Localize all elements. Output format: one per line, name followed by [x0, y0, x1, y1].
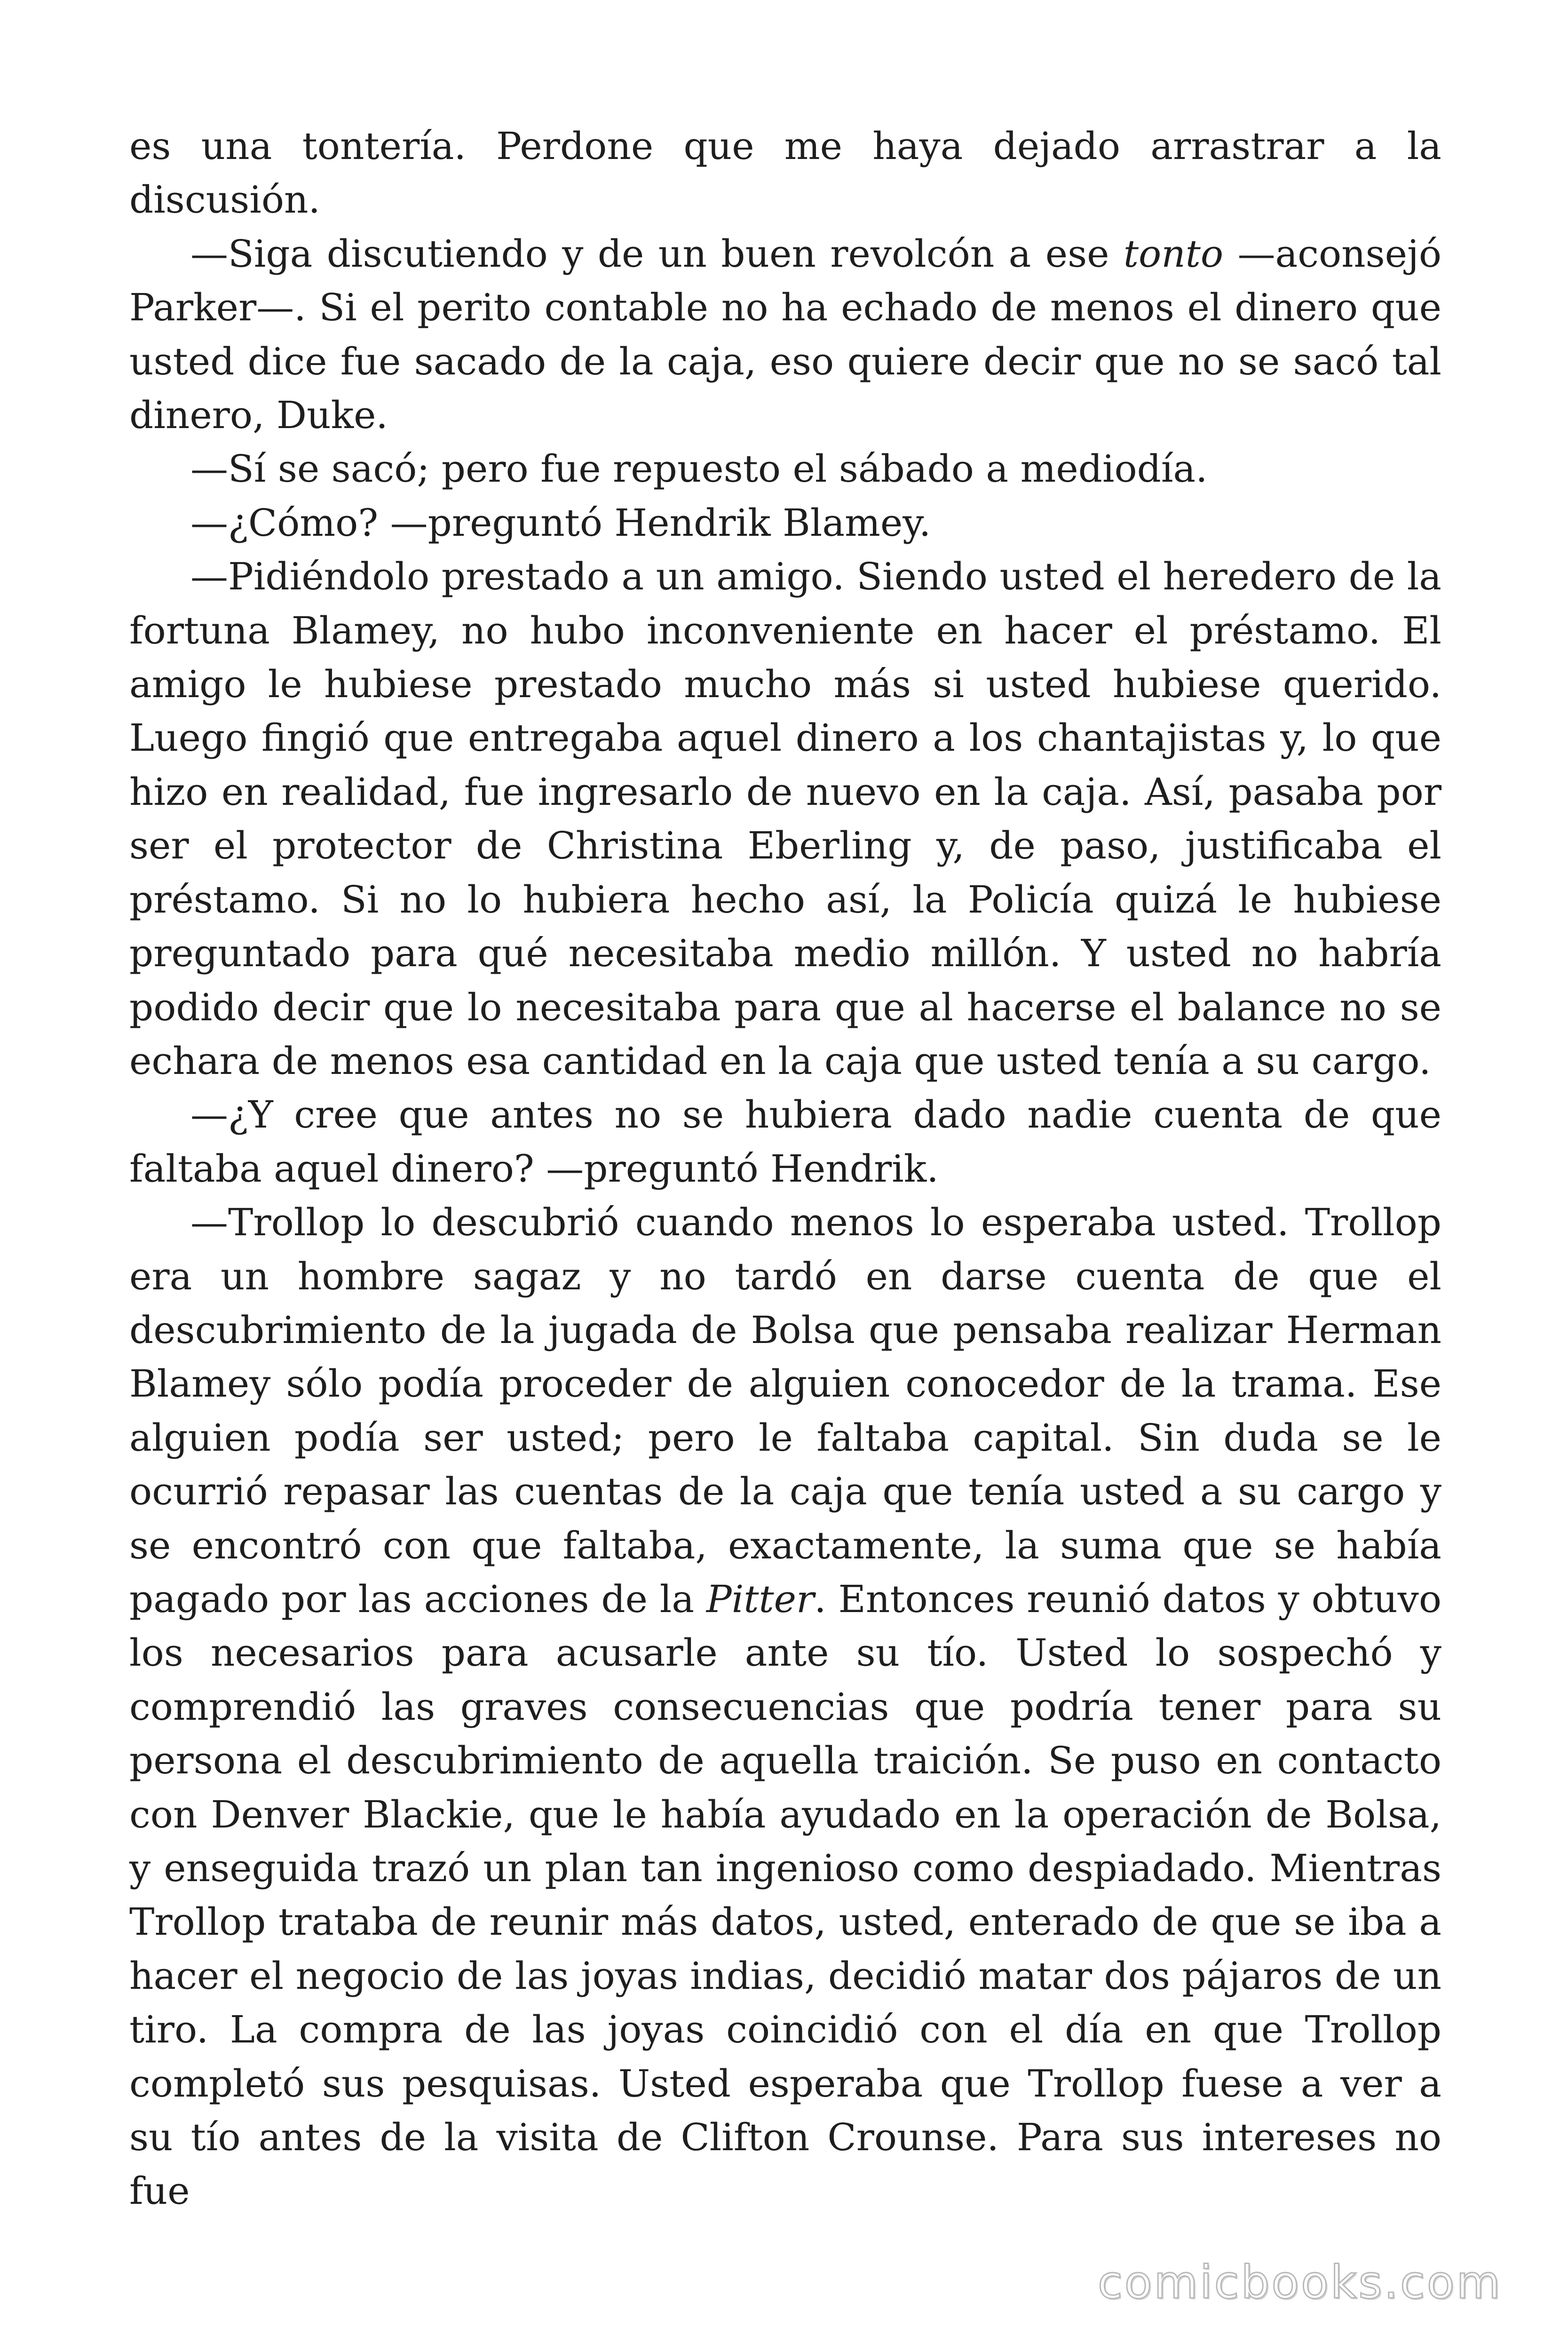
paragraph-6: —¿Y cree que antes no se hubiera dado nadie cuenta de que faltaba aquel dinero? —preguntó Hendrik.: [129, 1093, 1441, 1191]
watermark: comicbooks.com: [1097, 2256, 1502, 2309]
paragraph-2: —Siga discutiendo y de un buen revolcón a ese tonto —aconsejó Parker—. Si el perito contable no ha echado de menos el dinero que usted dice fue sacado de la caja, eso quiere decir que no se sacó tal dinero, Duke.: [129, 231, 1441, 437]
paragraph-4: —¿Cómo? —preguntó Hendrik Blamey.: [190, 501, 931, 545]
body-text: [129, 119, 1441, 2218]
paragraph-5: —Pidiéndolo prestado a un amigo. Siendo usted el heredero de la fortuna Blamey, no hubo inconveniente en hacer el préstamo. El amigo le hubiese prestado mucho más si usted hubiese querido. Luego fingió que entregaba aquel dinero a los chantajistas y, lo que hizo en realidad, fue ingresarlo de nuevo en la caja. Así, pasaba por ser el protector de Christina Eberling y, de paso, justificaba el préstamo. Si no lo hubiera hecho así, la Policía quizá le hubiese preguntado para qué necesitaba medio millón. Y usted no habría podido decir que lo necesitaba para que al hacerse el balance no se echara de menos esa cantidad en la caja que usted tenía a su cargo.: [129, 555, 1441, 1083]
paragraph-1: es una tontería. Perdone que me haya dejado arrastrar a la discusión.: [129, 124, 1441, 222]
paragraph-7: —Trollop lo descubrió cuando menos lo esperaba usted. Trollop era un hombre sagaz y no tardó en darse cuenta de que el descubrimiento de la jugada de Bolsa que pensaba realizar Herman Blamey sólo podía proceder de alguien conocedor de la trama. Ese alguien podía ser usted; pero le faltaba capital. Sin duda se le ocurrió repasar las cuentas de la caja que tenía usted a su cargo y se encontró con que faltaba, exactamente, la suma que se había pagado por las acciones de la Pitter. Entonces reunió datos y obtuvo los necesarios para acusarle ante su tío. Usted lo sospechó y comprendió las graves consecuencias que podría tener para su persona el descubrimiento de aquella traición. Se puso en contacto con Denver Blackie, que le había ayudado en la operación de Bolsa, y enseguida trazó un plan tan ingenioso como despiadado. Mientras Trollop trataba de reunir más datos, usted, enterado de que se iba a hacer el negocio de las joyas indias, decidió matar dos pájaros de un tiro. La compra de las joyas coincidió con el día en que Trollop completó sus pesquisas. Usted esperaba que Trollop fuese a ver a su tío antes de la visita de Clifton Crounse. Para sus intereses no fue: [129, 1200, 1442, 2213]
paragraph-3: —Sí se sacó; pero fue repuesto el sábado a mediodía.: [190, 447, 1208, 491]
